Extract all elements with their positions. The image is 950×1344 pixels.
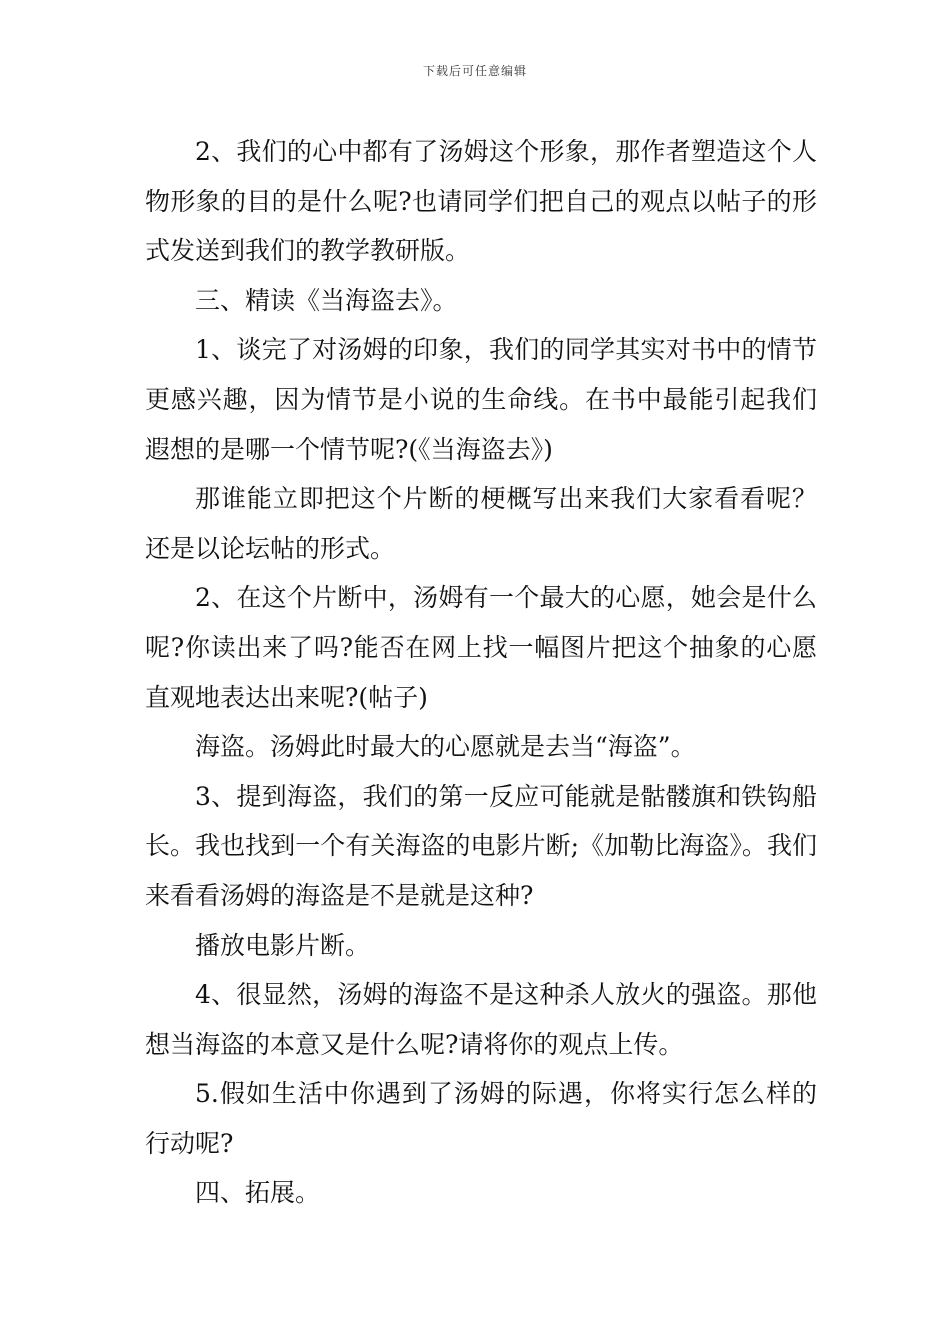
paragraph-summary-prompt: 那谁能立即把这个片断的梗概写出来我们大家看看呢？还是以论坛帖的形式。: [145, 484, 817, 563]
document-body: [145, 127, 817, 1218]
paragraph-question-4-intent: 4、很显然，汤姆的海盗不是这种杀人放火的强盗。那他想当海盗的本意又是什么呢?请将你的观点上传。: [145, 980, 817, 1059]
page-header: 下载后可任意编辑: [422, 64, 527, 78]
section-heading-close-reading: 三、精读《当海盗去》。: [195, 285, 458, 315]
paragraph-question-2-wish: 2、在这个片断中，汤姆有一个最大的心愿，她会是什么呢?你读出来了吗?能否在网上找一幅图片把这个抽象的心愿直观地表达出来呢?(帖子): [145, 583, 817, 712]
paragraph-question-3-movie: 3、提到海盗，我们的第一反应可能就是骷髅旗和铁钩船长。我也找到一个有关海盗的电影片断;《加勒比海盗》。我们来看看汤姆的海盗是不是就是这种?: [145, 781, 817, 910]
section-heading-extension: 四、拓展。: [195, 1178, 321, 1208]
paragraph-question-2-author-purpose: 2、我们的心中都有了汤姆这个形象，那作者塑造这个人物形象的目的是什么呢?也请同学们把自己的观点以帖子的形式发送到我们的教学教研版。: [145, 137, 817, 266]
paragraph-question-1-plot: 1、谈完了对汤姆的印象，我们的同学其实对书中的情节更感兴趣，因为情节是小说的生命线。在书中最能引起我们遐想的是哪一个情节呢?(《当海盗去》): [145, 335, 817, 464]
paragraph-play-clip: 播放电影片断。: [195, 930, 371, 960]
paragraph-question-5-action: 5.假如生活中你遇到了汤姆的际遇，你将实行怎么样的行动呢?: [145, 1079, 817, 1158]
paragraph-answer-pirate: 海盗。汤姆此时最大的心愿就是去当“海盗”。: [195, 732, 696, 762]
